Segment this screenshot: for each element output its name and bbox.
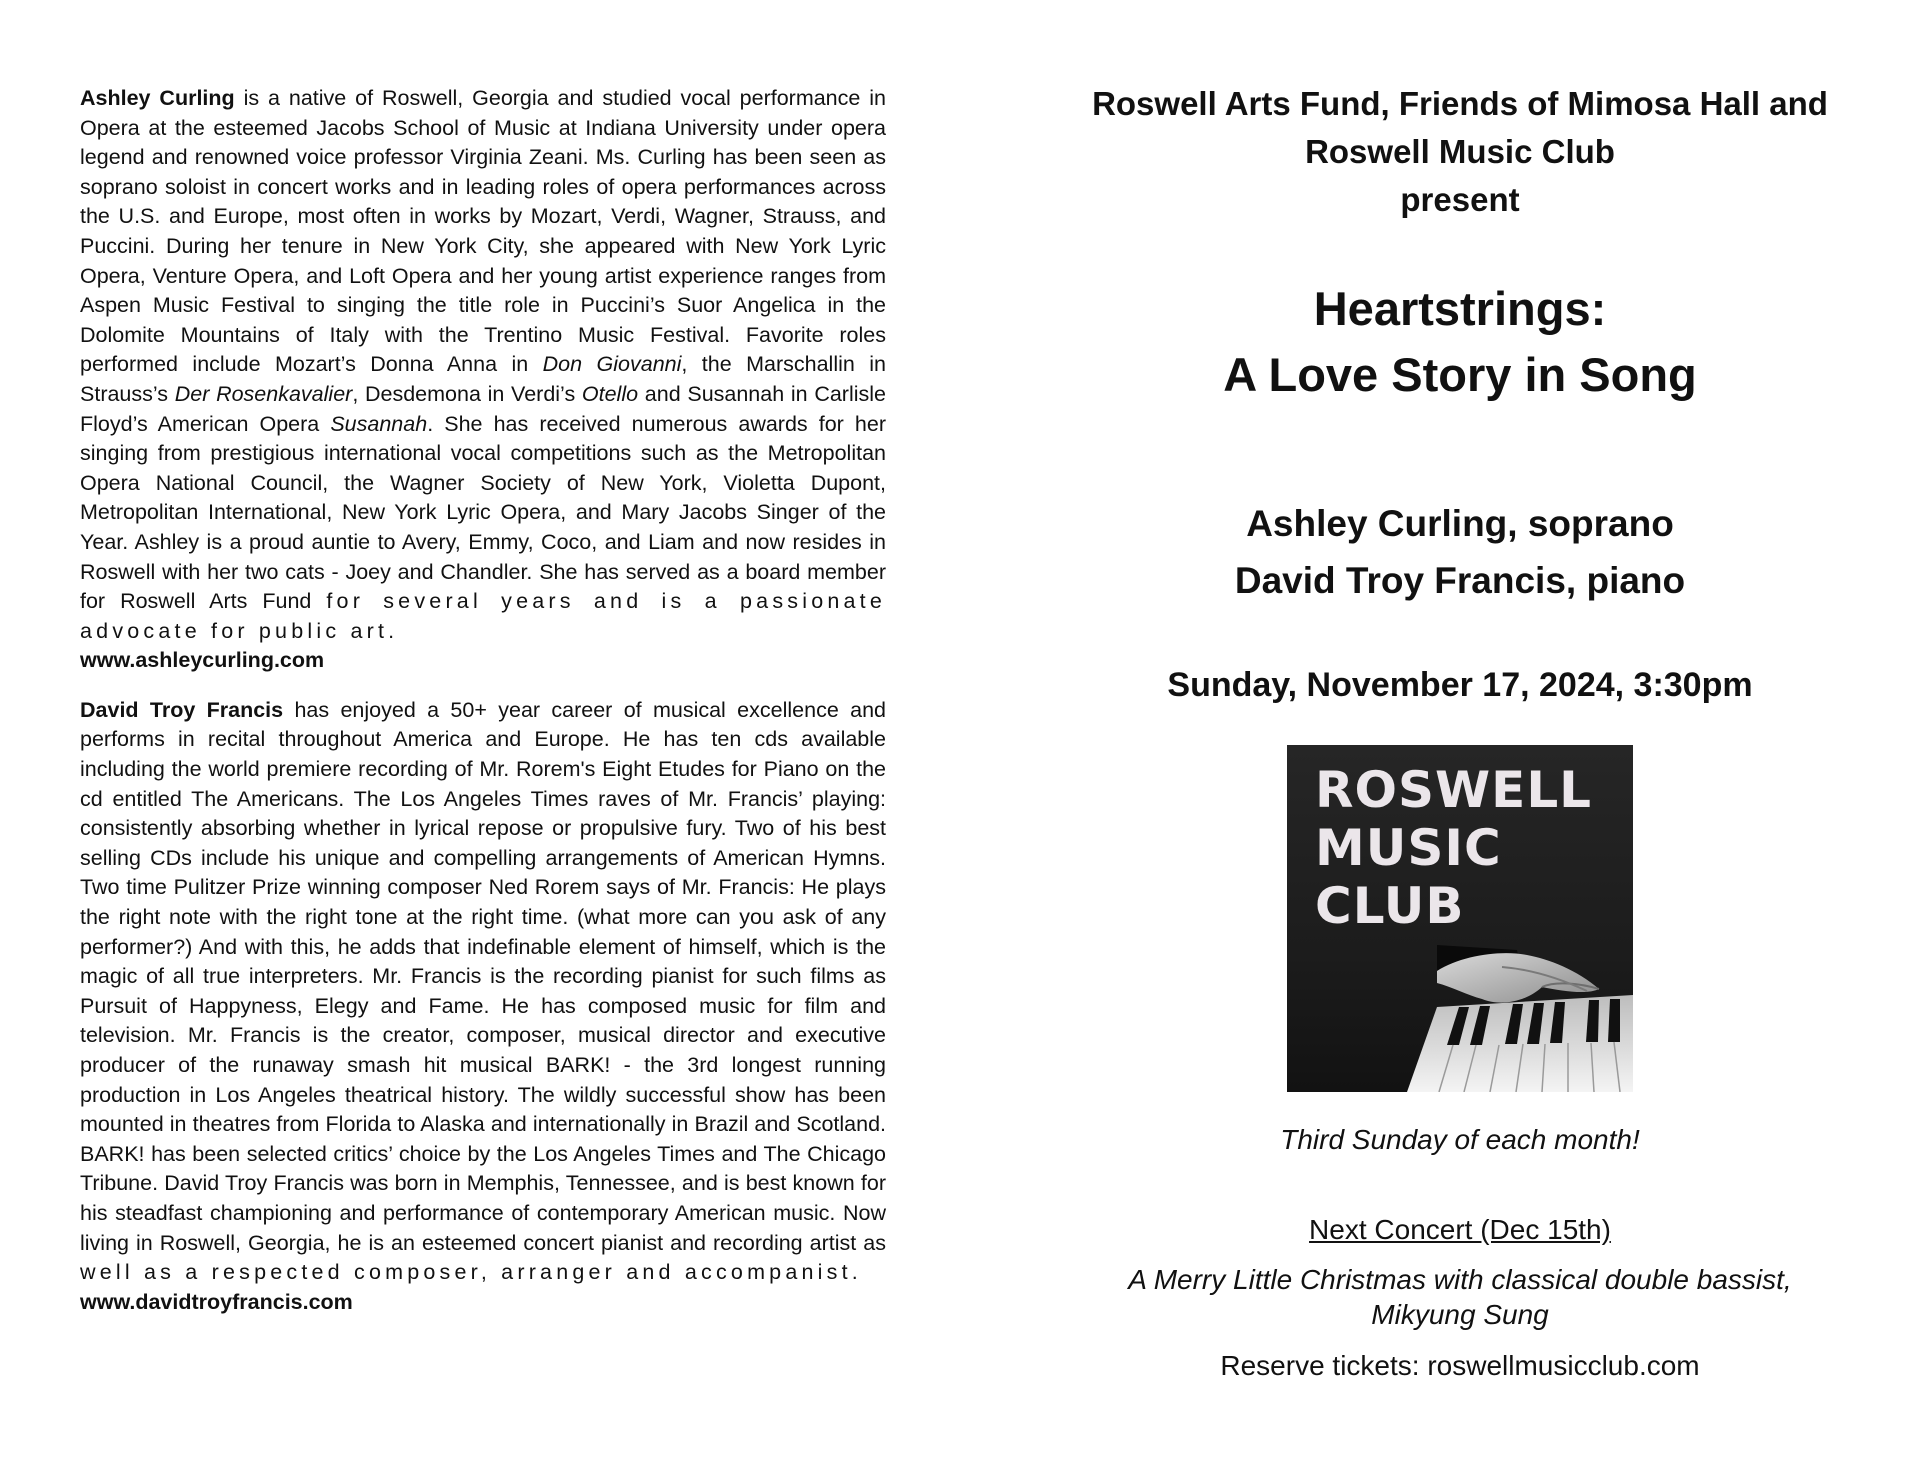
performer-soprano: Ashley Curling, soprano xyxy=(1246,503,1674,544)
logo-text xyxy=(1315,761,1592,935)
presenters xyxy=(1060,80,1860,224)
performer-piano: David Troy Francis, piano xyxy=(1234,560,1686,601)
bio-name: Ashley Curling xyxy=(80,86,235,110)
bio-ashley-curling xyxy=(80,84,886,676)
next-concert-line: A Merry Little Christmas with classical double bassist, xyxy=(1128,1264,1792,1295)
bio-david-troy-francis xyxy=(80,696,886,1317)
presenters-line: present xyxy=(1400,181,1520,218)
work-title: Susannah xyxy=(330,411,428,436)
left-column xyxy=(80,84,886,1337)
logo-line: MUSIC xyxy=(1315,819,1502,877)
work-title: Don Giovanni xyxy=(542,352,682,377)
work-title: Otello xyxy=(581,381,639,406)
website-david-troy-francis[interactable]: www.davidtroyfrancis.com xyxy=(80,1289,353,1314)
bio-text: has enjoyed a 50+ year career of musical excellence and performs in recital throughout America and Europe. He has ten cds available including the world premiere recording of Mr. Rorem's Eight Etudes for Piano on the cd entitled The Americans. The Los Angeles Times raves of Mr. Francis’ playing: consistently absorbing whether in lyrical repose or propulsive fury. Two of his best selling CDs include his unique and compelling arrangements of American Hymns. Two time Pulitzer Prize winning composer Ned Rorem says of Mr. Francis: He plays the right note with the right tone at the right time. (what more can you ask of any performer?) And with this, he adds that indefinable element of himself, which is the magic of all true interpreters. Mr. Francis is the recording pianist for such films as Pursuit of Happyness, Elegy and Fame. He has composed music for film and television. Mr. Francis is the creator, composer, musical director and executive producer of the runaway smash hit musical BARK! - the 3rd longest running production in Los Angeles theatrical history. The wildly successful show has been mounted in theatres from Florida to Alaska and internationally in Brazil and Scotland. BARK! has been selected critics’ choice by the Los Angeles Times and The Chicago Tribune. David Troy Francis was born in Memphis, Tennessee, and is best known for his steadfast championing and performance of contemporary American music. Now living in Roswell, Georgia, he is an esteemed concert pianist and recording artist as xyxy=(80,697,886,1255)
next-concert-line: Mikyung Sung xyxy=(1371,1299,1549,1330)
bio-text-last-line: for several years and is a passionate advocate for public art. xyxy=(80,589,887,643)
title-line: Heartstrings: xyxy=(1313,282,1607,335)
title-line: A Love Story in Song xyxy=(1223,348,1697,401)
bio-text-last-line: well as a respected composer, arranger and accompanist. xyxy=(80,1260,862,1285)
presenters-line: Roswell Arts Fund, Friends of Mimosa Hall and xyxy=(1092,85,1828,122)
reserve-tickets[interactable]: Reserve tickets: roswellmusicclub.com xyxy=(1220,1350,1700,1381)
logo-line: ROSWELL xyxy=(1315,761,1593,819)
tagline: Third Sunday of each month! xyxy=(1280,1124,1640,1155)
concert-date: Sunday, November 17, 2024, 3:30pm xyxy=(1167,666,1753,704)
performers xyxy=(1060,495,1860,609)
work-title: Der Rosenkavalier xyxy=(174,381,353,406)
logo-line: CLUB xyxy=(1315,877,1465,935)
website-ashley-curling[interactable]: www.ashleycurling.com xyxy=(80,648,325,673)
next-concert-heading: Next Concert (Dec 15th) xyxy=(1309,1214,1611,1245)
bio-text: is a native of Roswell, Georgia and studied vocal performance in Opera at the esteemed Jacobs School of Music at Indiana University under opera legend and renowned voice professor Virginia Zeani. Ms. Curling has been seen as soprano soloist in concert works and in leading roles of opera performances across the U.S. and Europe, most often in works by Mozart, Verdi, Wagner, Strauss, and Puccini. During her tenure in New York City, she appeared with New York Lyric Opera, Venture Opera, and Loft Opera and her young artist experience ranges from Aspen Music Festival to singing the title role in Puccini’s Suor Angelica in the Dolomite Mountains of Italy with the Trentino Music Festival. Favorite roles performed include Mozart’s Donna Anna in xyxy=(80,86,886,377)
bio-text: , the Marschallin in Strauss’s xyxy=(80,352,886,406)
bio-text: , Desdemona in Verdi’s xyxy=(352,381,582,406)
concert-title xyxy=(1060,276,1860,408)
roswell-music-club-logo xyxy=(1287,745,1633,1092)
bio-name: David Troy Francis xyxy=(80,697,284,722)
bio-text: . She has received numerous awards for her singing from prestigious international vocal competitions such as the Metropolitan Opera National Council, the Wagner Society of New York, Violetta Dupont, Metropolitan International, New York Lyric Opera, and Mary Jacobs Singer of the Year. Ashley is a proud auntie to Avery, Emmy, Coco, and Liam and now resides in Roswell with her two cats - Joey and Chandler. She has served as a board member for Roswell Arts Fund xyxy=(80,411,886,614)
bio-text: and Susannah in Carlisle Floyd’s American Opera xyxy=(80,381,886,436)
right-column xyxy=(1060,80,1860,1384)
presenters-line: Roswell Music Club xyxy=(1305,133,1615,170)
next-concert-description xyxy=(1060,1262,1860,1332)
